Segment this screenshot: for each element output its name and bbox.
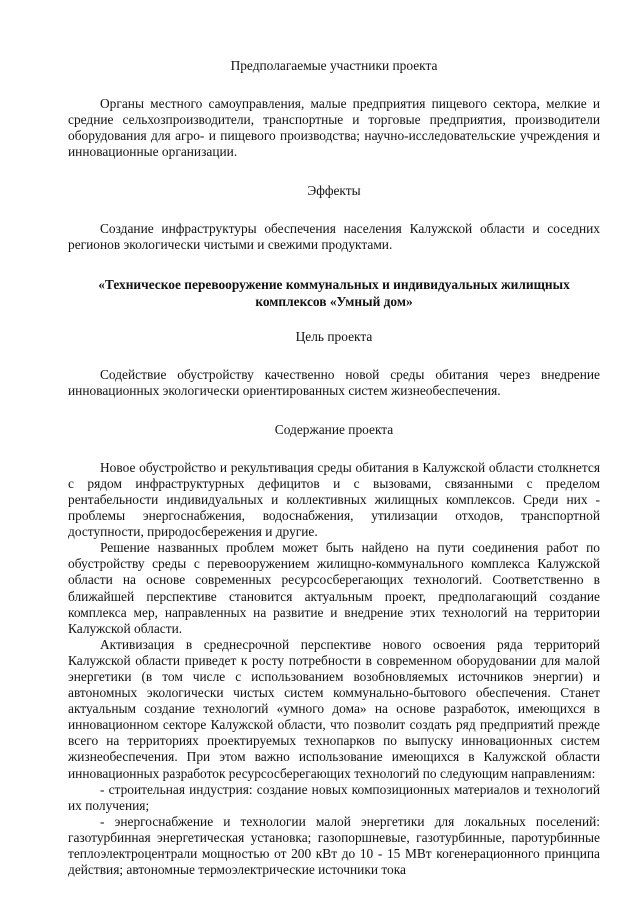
effects-text: Создание инфраструктуры обеспечения населения Калужской области и соседних регионов экологически чистыми и свежими продуктами. [68,221,600,253]
project-title: «Техническое перевооружение коммунальных и индивидуальных жилищных комплексов «Умный дом» [98,276,570,309]
participants-text: Органы местного самоуправления, малые предприятия пищевого сектора, мелкие и средние сельхозпроизводители, транспортные и торговые предприятия, производители оборудования для агро- и пищевого производства; научно-исследовательские учреждения и инновационные организации. [68,96,600,160]
content-paragraph: Новое обустройство и рекультивация среды обитания в Калужской области столкнется с рядом инфраструктурных дефицитов и с вызовами, связанными с пределом рентабельности индивидуальных и коллективных жилищных комплексов. Среди них - проблемы энергоснабжения, водоснабжения, утилизации отходов, транспортной доступности, природосбережения и другие. [68,459,600,540]
content-paragraph: Активизация в среднесрочной перспективе нового освоения ряда территорий Калужской области приведет к росту потребности в современном оборудовании для малой энергетики (в том числе с использованием возобновляемых источников энергии) и автономных экологически чистых систем коммунально-бытового обеспечения. Станет актуальным создание технологий «умного дома» на основе разработок, имеющихся в инновационном секторе Калужской области, что позволит создать ряд предприятий прежде всего на территориях проектируемых технопарков по выпуску инновационных систем жизнеобеспечения. При этом важно использование имеющихся в Калужской области инновационных разработок ресурсосберегающих технологий по следующим направлениям: [68,636,600,781]
goal-heading: Цель проекта [295,328,373,344]
content-heading: Содержание проекта [274,421,394,437]
direction-item: - энергоснабжение и технологии малой энергетики для локальных поселений: газотурбинная энергетическая установка; газопоршневые, газотурбинные, паротурбинные теплоэлектроцентрали мощностью от 200 кВт до 10 - 15 МВт когенерационного принципа действия; автономные термоэлектрические источники тока [68,813,600,878]
participants-heading: Предполагаемые участники проекта [230,58,438,73]
goal-text: Содействие обустройству качественно новой среды обитания через внедрение инновационных экологически ориентированных систем жизнеобеспечения. [68,366,600,398]
content-paragraph: Решение названных проблем может быть найдено на пути соединения работ по обустройству среды с перевооружением жилищно-коммунального комплекса Калужской области на основе современных ресурсосберегающих технологий. Соответственно в ближайшей перспективе становится актуальным проект, предполагающий создание комплекса мер, направленных на развитие и внедрение этих технологий на территории Калужской области. [68,540,600,636]
effects-heading: Эффекты [307,183,361,199]
direction-item: - строительная индустрия: создание новых композиционных материалов и технологий их получения; [68,781,600,813]
